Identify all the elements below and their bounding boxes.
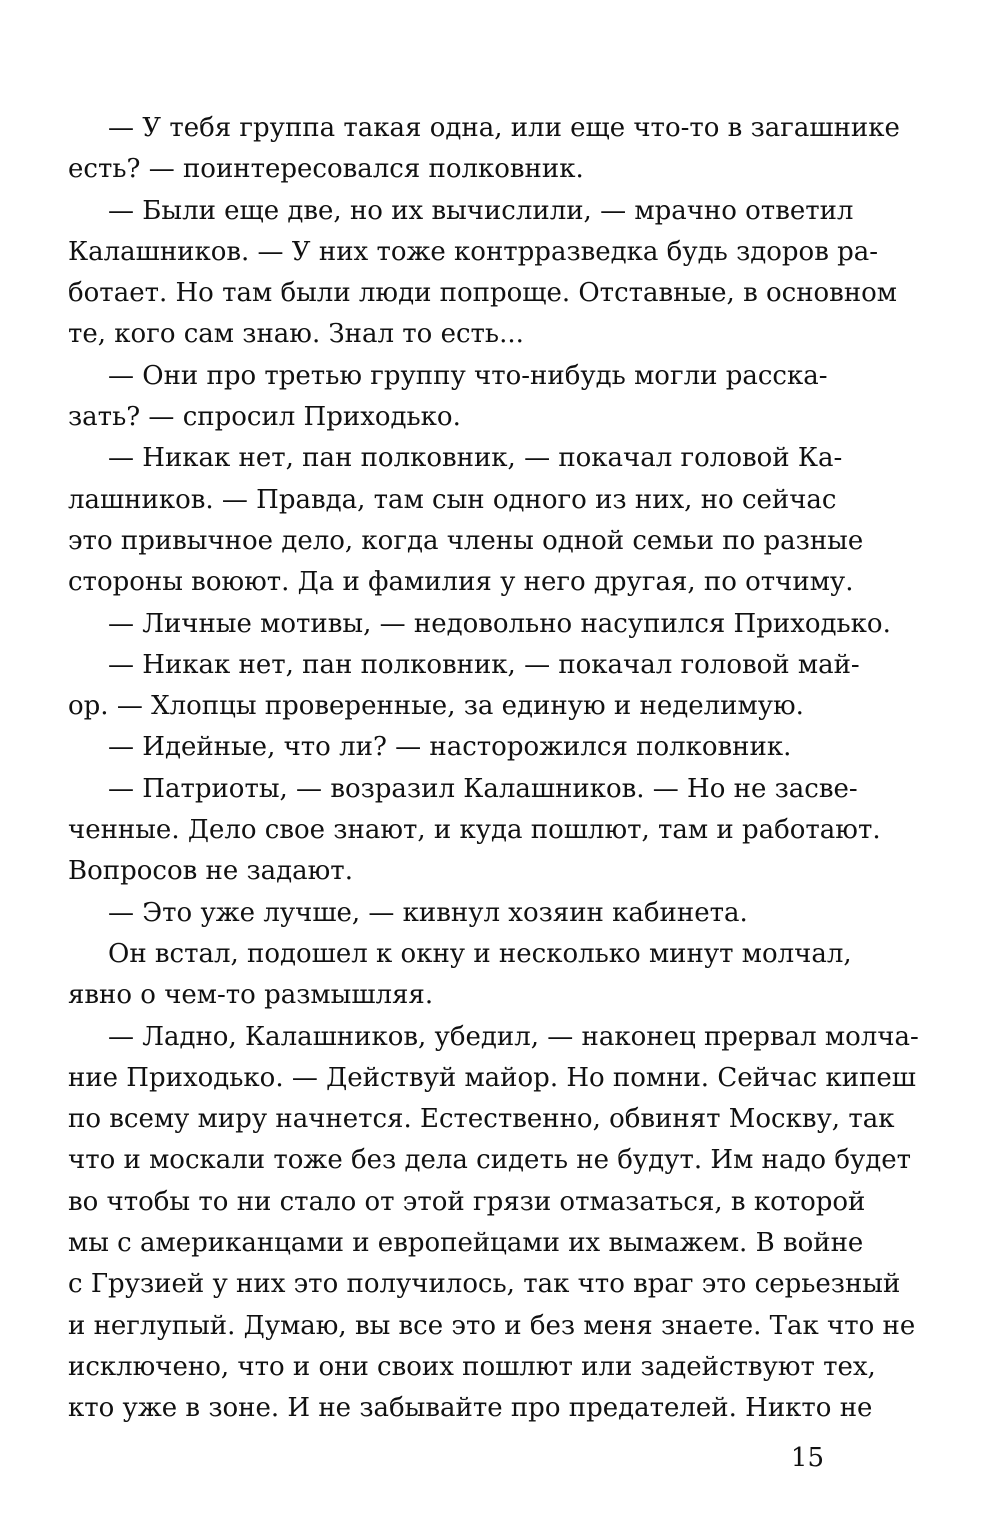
text-line: мы с американцами и европейцами их вымажем. В войне [68,1228,864,1259]
text-line: явно о чем-то размышляя. [68,980,434,1011]
text-line: что и москали тоже без дела сидеть не будут. Им надо будет [68,1145,912,1176]
page-number: 15 [790,1443,824,1473]
text-line: — Никак нет, пан полковник, — покачал головой май- [108,649,860,680]
text-line: ние Приходько. — Действуй майор. Но помни. Сейчас кипеш [68,1062,916,1093]
text-line: и неглупый. Думаю, вы все это и без меня знаете. Так что не [68,1310,916,1341]
text-line: те, кого сам знаю. Знал то есть... [68,319,524,350]
text-line: — Были еще две, но их вычислили, — мрачно ответил [108,195,854,226]
text-line: Калашников. — У них тоже контрразведка будь здоров ра- [68,236,879,267]
text-line: — Личные мотивы, — недовольно насупился Приходько. [108,608,891,639]
text-line: лашников. — Правда, там сын одного из них, но сейчас [68,484,837,515]
text-line: — Это уже лучше, — кивнул хозяин кабинета. [108,897,748,928]
text-line: зать? — спросил Приходько. [68,402,461,433]
text-line: — Идейные, что ли? — насторожился полковник. [108,732,792,763]
text-line: во чтобы то ни стало от этой грязи отмазаться, в которой [68,1186,866,1217]
text-line: — У тебя группа такая одна, или еще что-то в загашнике [108,113,900,143]
text-line: это привычное дело, когда члены одной семьи по разные [68,525,864,556]
text-line: ченные. Дело свое знают, и куда пошлют, там и работают. [68,815,881,846]
text-line: ор. — Хлопцы проверенные, за единую и неделимую. [68,691,804,722]
text-line: с Грузией у них это получилось, так что враг это серьезный [68,1269,901,1300]
text-line: по всему миру начнется. Естественно, обвинят Москву, так [68,1104,895,1135]
text-line: Вопросов не задают. [68,856,353,887]
text-line: Он встал, подошел к окну и несколько минут молчал, [108,938,852,969]
text-line: — Ладно, Калашников, убедил, — наконец прервал молча- [108,1021,919,1052]
text-line: стороны воюют. Да и фамилия у него другая, по отчиму. [68,567,854,598]
body-text [68,108,919,1430]
text-line: есть? — поинтересовался полковник. [68,154,584,185]
text-line: — Никак нет, пан полковник, — покачал головой Ка- [108,443,843,474]
text-line: кто уже в зоне. И не забывайте про предателей. Никто не [68,1393,873,1424]
text-line: — Патриоты, — возразил Калашников. — Но не засве- [108,773,858,804]
text-line: ботает. Но там были люди попроще. Отставные, в основном [68,278,898,309]
text-line: — Они про третью группу что-нибудь могли расска- [108,360,828,391]
text-line: исключено, что и они своих пошлют или задействуют тех, [68,1351,876,1382]
